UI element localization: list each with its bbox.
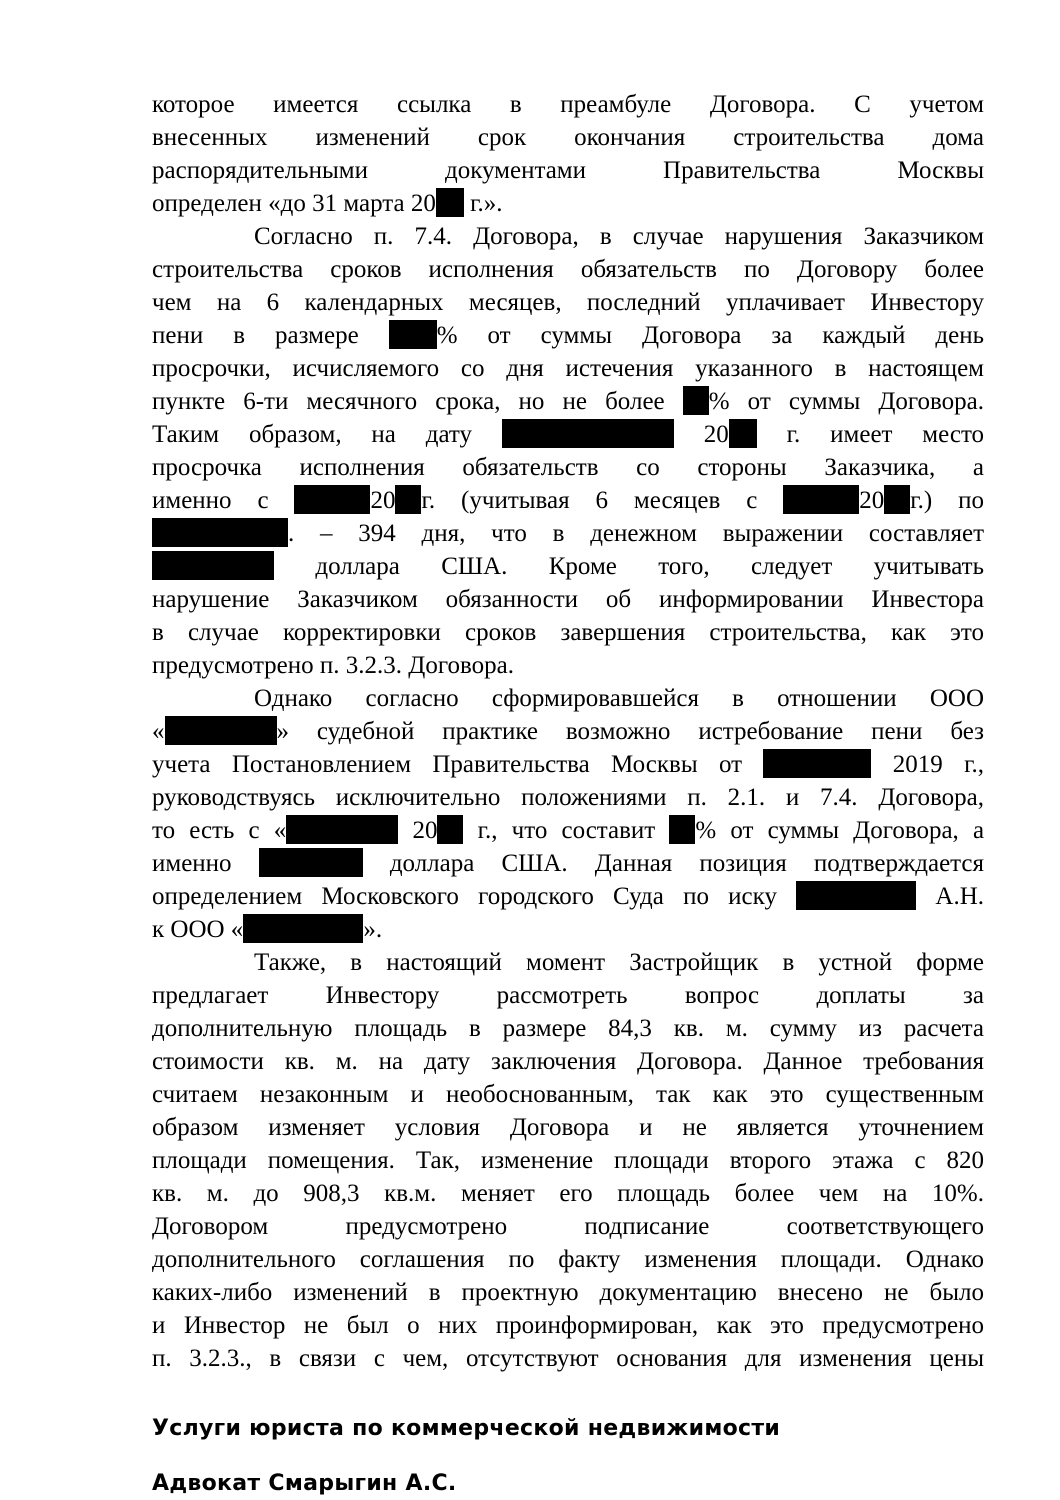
text-line	[152, 484, 984, 517]
text: каких-либо изменений в проектную документацию внесено не было	[152, 1279, 984, 1306]
text: и Инвестор не был о них проинформирован, как это предусмотрено	[152, 1312, 984, 1339]
text: 20	[370, 487, 396, 514]
text-line	[152, 1243, 984, 1276]
text-line	[152, 979, 984, 1012]
text-line	[152, 1177, 984, 1210]
text: нарушение Заказчиком обязанности об информировании Инвестора	[152, 586, 984, 613]
text-line	[152, 1342, 984, 1375]
text: г.».	[470, 190, 503, 217]
text-line	[152, 847, 984, 880]
redaction-block	[152, 518, 288, 547]
text: г., что составит	[477, 817, 656, 844]
redaction-block	[502, 419, 674, 448]
text: распорядительными документами Правительства Москвы	[152, 157, 984, 184]
redaction-block	[763, 749, 871, 778]
text-line	[152, 616, 984, 649]
text: Договором предусмотрено подписание соответствующего	[152, 1213, 984, 1240]
text: стоимости кв. м. на дату заключения Договора. Данное требования	[152, 1048, 984, 1075]
redaction-block	[294, 485, 370, 514]
text: г. (учитывая 6 месяцев с	[421, 487, 758, 514]
text: то есть с «	[152, 817, 287, 844]
text-line	[152, 1078, 984, 1111]
text-line	[152, 253, 984, 286]
text-line	[152, 121, 984, 154]
text-line	[254, 682, 984, 715]
text: «	[152, 718, 165, 745]
text-line	[152, 286, 984, 319]
text: которое имеется ссылка в преамбуле Договора. С учетом	[152, 91, 984, 118]
text-line	[152, 583, 984, 616]
text: строительства сроков исполнения обязательств по Договору более	[152, 256, 984, 283]
redaction-block	[259, 848, 363, 877]
service-title: Услуги юриста по коммерческой недвижимости	[152, 1416, 781, 1441]
text: . – 394 дня, что в денежном выражении составляет	[288, 520, 984, 547]
text: к ООО «	[152, 916, 244, 943]
redaction-block	[437, 815, 463, 844]
text: просрочки, исчисляемого со дня истечения указанного в настоящем	[152, 355, 984, 382]
text: % от суммы Договора.	[708, 388, 984, 415]
text: предусмотрено п. 3.2.3. Договора.	[152, 652, 514, 679]
text: А.Н.	[935, 883, 984, 910]
text-line	[152, 781, 984, 814]
text-line	[152, 1045, 984, 1078]
text: п. 3.2.3., в связи с чем, отсутствуют основания для изменения цены	[152, 1345, 984, 1372]
redaction-block	[395, 485, 421, 514]
text: г. имеет место	[786, 421, 985, 448]
redaction-block	[165, 716, 277, 745]
text: просрочка исполнения обязательств со стороны Заказчика, а	[152, 454, 984, 481]
text-line	[152, 880, 984, 913]
text-line	[152, 1012, 984, 1045]
text-line	[152, 748, 984, 781]
redaction-block	[884, 485, 910, 514]
text: пункте 6-ти месячного срока, но не более	[152, 388, 665, 415]
text-line	[152, 1210, 984, 1243]
redaction-block	[783, 485, 859, 514]
text: Согласно п. 7.4. Договора, в случае нарушения Заказчиком	[254, 223, 984, 250]
text: доллара США. Кроме того, следует учитывать	[315, 553, 985, 580]
text: считаем незаконным и необоснованным, так как это существенным	[152, 1081, 984, 1108]
redaction-block	[152, 551, 274, 580]
text: 20	[703, 421, 729, 448]
text: Однако согласно сформировавшейся в отношении ООО	[254, 685, 984, 712]
text: внесенных изменений срок окончания строительства дома	[152, 124, 984, 151]
text-line	[152, 517, 984, 550]
text: Также, в настоящий момент Застройщик в устной форме	[254, 949, 984, 976]
text-line	[152, 1276, 984, 1309]
redaction-block	[243, 914, 363, 943]
redaction-block	[669, 815, 695, 844]
text: руководствуясь исключительно положениями п. 2.1. и 7.4. Договора,	[152, 784, 984, 811]
text: образом изменяет условия Договора и не является уточнением	[152, 1114, 984, 1141]
text-line	[152, 913, 984, 946]
text: площади помещения. Так, изменение площади второго этажа с 820	[152, 1147, 984, 1174]
text-line	[254, 946, 984, 979]
author-signature: Адвокат Смарыгин А.С.	[152, 1471, 457, 1496]
text-line	[152, 1309, 984, 1342]
text-line	[152, 319, 984, 352]
text: определением Московского городского Суда по иску	[152, 883, 777, 910]
text-line	[152, 814, 984, 847]
text: предлагает Инвестору рассмотреть вопрос доплаты за	[152, 982, 984, 1009]
text: дополнительного соглашения по факту изменения площади. Однако	[152, 1246, 984, 1273]
redaction-block	[436, 188, 464, 217]
text: ».	[363, 916, 383, 943]
text: в случае корректировки сроков завершения строительства, как это	[152, 619, 984, 646]
text: именно	[152, 850, 232, 877]
text-line	[152, 187, 984, 220]
text: 20	[859, 487, 885, 514]
text-line	[152, 550, 984, 583]
text: % от суммы Договора за каждый день	[436, 322, 985, 349]
text: дополнительную площадь в размере 84,3 кв. м. сумму из расчета	[152, 1015, 984, 1042]
redaction-block	[729, 419, 757, 448]
text: доллара США. Данная позиция подтверждается	[389, 850, 984, 877]
text: учета Постановлением Правительства Москвы от	[152, 751, 743, 778]
text-line	[254, 220, 984, 253]
redaction-block	[796, 881, 916, 910]
text: Таким образом, на дату	[152, 421, 473, 448]
text-line	[152, 88, 984, 121]
text-line	[152, 154, 984, 187]
text: именно с	[152, 487, 269, 514]
text: 2019 г.,	[892, 751, 985, 778]
redaction-block	[286, 815, 398, 844]
text: % от суммы Договора, а	[695, 817, 985, 844]
text: кв. м. до 908,3 кв.м. меняет его площадь более чем на 10%.	[152, 1180, 984, 1207]
text-line	[152, 451, 984, 484]
text-line	[152, 385, 984, 418]
redaction-block	[683, 386, 709, 415]
text-line	[152, 649, 984, 682]
text: чем на 6 календарных месяцев, последний уплачивает Инвестору	[152, 289, 984, 316]
redaction-block	[389, 320, 437, 349]
text-line	[152, 1144, 984, 1177]
text-line	[152, 715, 984, 748]
text-line	[152, 418, 984, 451]
text: » судебной практике возможно истребование пени без	[276, 718, 984, 745]
text: 20	[412, 817, 438, 844]
text: пени в размере	[152, 322, 359, 349]
text-line	[152, 352, 984, 385]
text: определен «до 31 марта 20	[152, 190, 436, 217]
text-line	[152, 1111, 984, 1144]
text: г.) по	[910, 487, 985, 514]
